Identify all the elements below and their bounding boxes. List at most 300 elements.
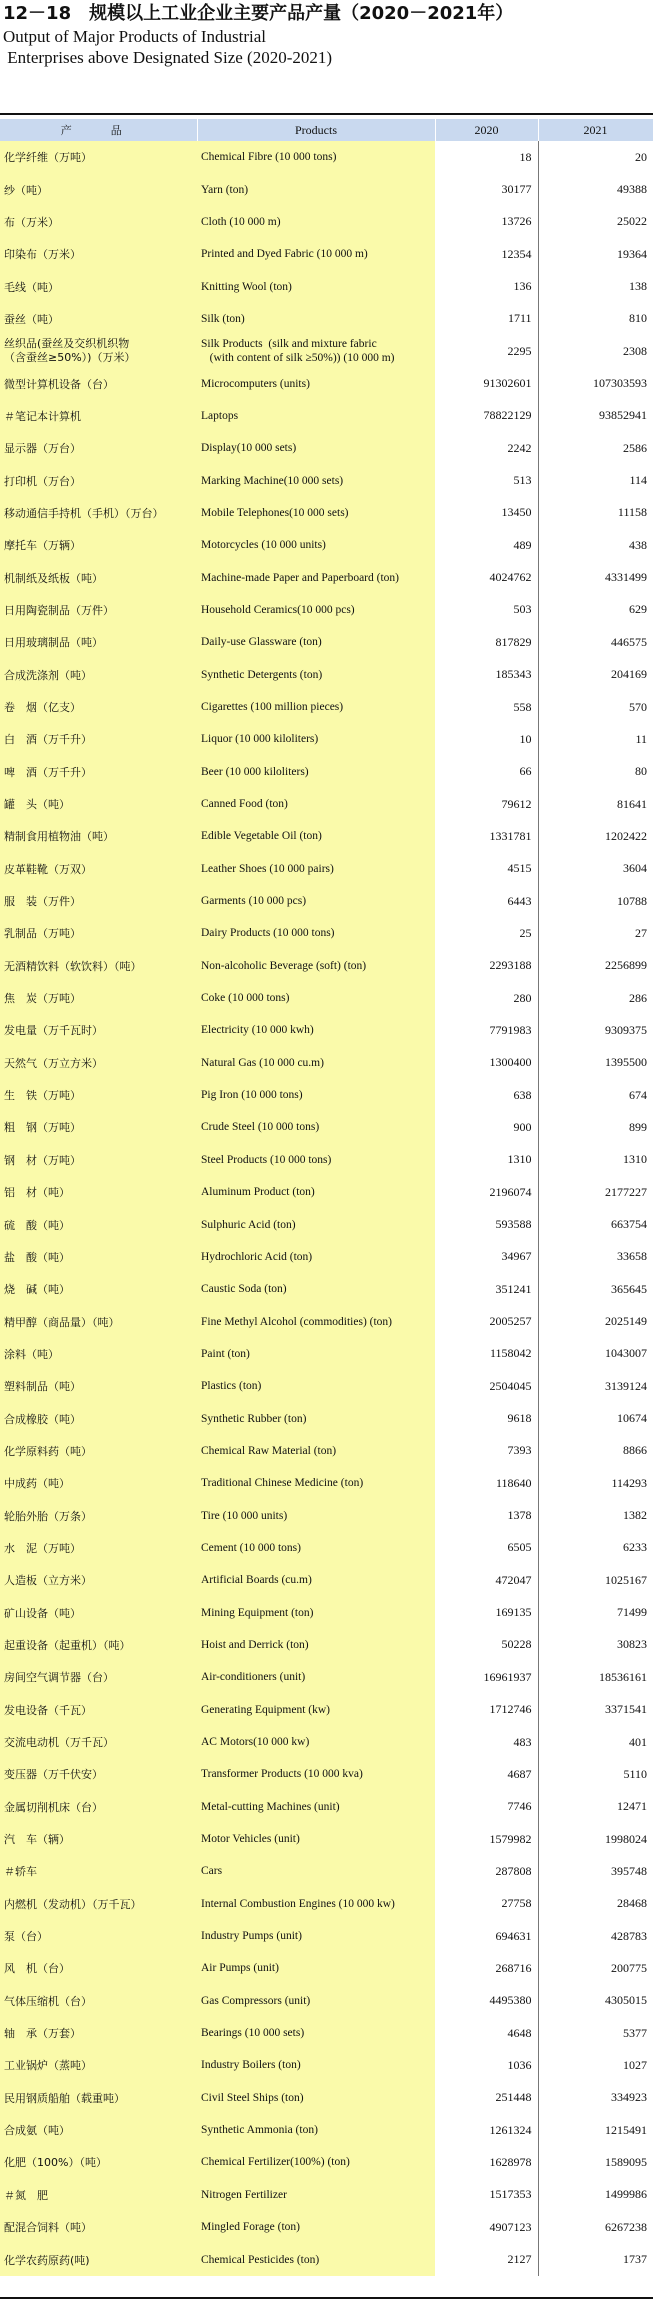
product-name-en: Crude Steel (10 000 tons) [197,1111,435,1143]
value-2020: 251448 [435,2082,538,2114]
value-2021: 446575 [538,626,653,658]
product-name-cn: 显示器（万台） [0,432,197,464]
table-row [0,885,653,917]
value-2020: 1378 [435,1499,538,1531]
value-2020: 1517353 [435,2179,538,2211]
table-row [0,2017,653,2049]
product-name-cn: 水 泥（万吨） [0,1532,197,1564]
value-2020: 483 [435,1726,538,1758]
value-2021: 8866 [538,1435,653,1467]
value-2020: 79612 [435,788,538,820]
product-name-cn: 打印机（万台） [0,464,197,496]
product-name-en: Civil Steel Ships (ton) [197,2082,435,2114]
product-name-cn: 丝织品(蚕丝及交织机织物 （含蚕丝≥50%）)（万米） [0,335,197,367]
value-2020: 900 [435,1111,538,1143]
value-2021: 10788 [538,885,653,917]
product-name-cn: 化肥（100%）（吨） [0,2146,197,2178]
product-name-cn: 泵（台） [0,1920,197,1952]
value-2020: 2295 [435,335,538,367]
value-2020: 472047 [435,1564,538,1596]
product-name-en: Cigarettes (100 million pieces) [197,691,435,723]
product-name-en: Coke (10 000 tons) [197,982,435,1014]
table-row [0,1823,653,1855]
value-2021: 20 [538,141,653,173]
table-row [0,2211,653,2243]
product-name-cn: 气体压缩机（台） [0,1985,197,2017]
table-row [0,982,653,1014]
product-name-cn: 服 装（万件） [0,885,197,917]
product-name-en: Plastics (ton) [197,1370,435,1402]
product-name-cn: 纱（吨） [0,173,197,205]
value-2020: 7393 [435,1435,538,1467]
product-name-en: Caustic Soda (ton) [197,1273,435,1305]
value-2020: 66 [435,756,538,788]
product-name-en: Beer (10 000 kiloliters) [197,756,435,788]
product-name-cn: 矿山设备（吨） [0,1596,197,1628]
table-row [0,1564,653,1596]
product-name-en: Canned Food (ton) [197,788,435,820]
value-2020: 1712746 [435,1694,538,1726]
product-name-cn: 微型计算机设备（台） [0,367,197,399]
product-name-en: Leather Shoes (10 000 pairs) [197,853,435,885]
value-2020: 34967 [435,1241,538,1273]
value-2020: 2127 [435,2243,538,2275]
product-name-en: Edible Vegetable Oil (ton) [197,820,435,852]
table-row [0,2146,653,2178]
value-2021: 27 [538,917,653,949]
value-2021: 1499986 [538,2179,653,2211]
table-row [0,1532,653,1564]
table-body [0,141,653,2276]
value-2021: 570 [538,691,653,723]
product-name-cn: 卷 烟（亿支） [0,691,197,723]
value-2021: 3604 [538,853,653,885]
value-2021: 5377 [538,2017,653,2049]
product-name-cn: 合成氨（吨） [0,2114,197,2146]
value-2020: 6505 [435,1532,538,1564]
value-2020: 1036 [435,2049,538,2081]
product-name-cn: 乳制品（万吨） [0,917,197,949]
product-name-cn: 无酒精饮料（软饮料）（吨） [0,950,197,982]
product-name-cn: 日用玻璃制品（吨） [0,626,197,658]
value-2021: 25022 [538,206,653,238]
value-2021: 1027 [538,2049,653,2081]
value-2021: 365645 [538,1273,653,1305]
value-2020: 2504045 [435,1370,538,1402]
product-name-en: Laptops [197,400,435,432]
table-row [0,270,653,302]
product-name-cn: 皮革鞋靴（万双） [0,853,197,885]
value-2021: 4305015 [538,1985,653,2017]
product-name-en: Hoist and Derrick (ton) [197,1629,435,1661]
table-row [0,400,653,432]
product-name-cn: 发电设备（千瓦） [0,1694,197,1726]
value-2021: 49388 [538,173,653,205]
table-title-english-line2: Enterprises above Designated Size (2020-2021) [3,48,333,67]
product-name-en: Electricity (10 000 kwh) [197,1014,435,1046]
product-name-cn: 白 酒（万千升） [0,723,197,755]
value-2021: 1395500 [538,1047,653,1079]
product-name-en: Tire (10 000 units) [197,1499,435,1531]
table-row [0,2114,653,2146]
product-name-cn: 轮胎外胎（万条） [0,1499,197,1531]
product-name-cn: 配混合饲料（吨） [0,2211,197,2243]
product-name-en: Yarn (ton) [197,173,435,205]
product-name-cn: 合成洗涤剂（吨） [0,659,197,691]
value-2020: 1310 [435,1144,538,1176]
product-name-en: Gas Compressors (unit) [197,1985,435,2017]
value-2021: 5110 [538,1758,653,1790]
value-2021: 33658 [538,1241,653,1273]
value-2021: 395748 [538,1855,653,1887]
product-name-cn: ＃轿车 [0,1855,197,1887]
product-name-en: Cement (10 000 tons) [197,1532,435,1564]
value-2020: 9618 [435,1402,538,1434]
product-name-cn: 交流电动机（万千瓦） [0,1726,197,1758]
header-year-2020: 2020 [435,119,538,141]
table-row [0,303,653,335]
table-row [0,1144,653,1176]
product-name-cn: 化学农药原药(吨) [0,2243,197,2275]
product-name-en: Sulphuric Acid (ton) [197,1208,435,1240]
product-name-en: Non-alcoholic Beverage (soft) (ton) [197,950,435,982]
product-name-en: Transformer Products (10 000 kva) [197,1758,435,1790]
product-name-cn: 精甲醇（商品量）（吨） [0,1305,197,1337]
value-2020: 2005257 [435,1305,538,1337]
value-2021: 114293 [538,1467,653,1499]
table-row [0,723,653,755]
product-name-en: Steel Products (10 000 tons) [197,1144,435,1176]
value-2021: 10674 [538,1402,653,1434]
product-name-cn: 人造板（立方米） [0,1564,197,1596]
product-name-en: Cloth (10 000 m) [197,206,435,238]
table-title-chinese: 12－18 规模以上工业企业主要产品产量（2020－2021年） [3,3,514,24]
value-2021: 1737 [538,2243,653,2275]
value-2020: 1711 [435,303,538,335]
product-name-en: Paint (ton) [197,1338,435,1370]
value-2020: 558 [435,691,538,723]
product-name-en: Printed and Dyed Fabric (10 000 m) [197,238,435,270]
product-name-cn: 化学原料药（吨） [0,1435,197,1467]
product-name-en: Knitting Wool (ton) [197,270,435,302]
product-name-en: Pig Iron (10 000 tons) [197,1079,435,1111]
product-name-en: Generating Equipment (kw) [197,1694,435,1726]
product-name-cn: ＃氮 肥 [0,2179,197,2211]
product-name-cn: 烧 碱（吨） [0,1273,197,1305]
value-2020: 287808 [435,1855,538,1887]
product-name-cn: 粗 钢（万吨） [0,1111,197,1143]
product-name-en: Household Ceramics(10 000 pcs) [197,594,435,626]
value-2020: 12354 [435,238,538,270]
table-row [0,464,653,496]
value-2020: 4495380 [435,1985,538,2017]
table-row [0,659,653,691]
value-2021: 2308 [538,335,653,367]
product-name-cn: 机制纸及纸板（吨） [0,561,197,593]
table-row [0,206,653,238]
table-row [0,1370,653,1402]
value-2020: 4687 [435,1758,538,1790]
product-name-en: Air-conditioners (unit) [197,1661,435,1693]
table-row [0,1338,653,1370]
table-row [0,497,653,529]
value-2021: 11 [538,723,653,755]
table-row [0,2243,653,2275]
value-2021: 1043007 [538,1338,653,1370]
bottom-rule [0,2297,653,2299]
value-2021: 19364 [538,238,653,270]
value-2020: 4907123 [435,2211,538,2243]
product-name-cn: 内燃机（发动机）（万千瓦） [0,1888,197,1920]
value-2020: 2196074 [435,1176,538,1208]
value-2021: 1025167 [538,1564,653,1596]
table-row [0,594,653,626]
table-row [0,1596,653,1628]
value-2021: 2025149 [538,1305,653,1337]
table-row [0,1694,653,1726]
product-name-en: Dairy Products (10 000 tons) [197,917,435,949]
product-name-cn: 化学纤维（万吨） [0,141,197,173]
product-name-cn: 风 机（台） [0,1952,197,1984]
table-row [0,626,653,658]
product-name-en: Mining Equipment (ton) [197,1596,435,1628]
product-name-cn: 钢 材（万吨） [0,1144,197,1176]
value-2021: 107303593 [538,367,653,399]
value-2021: 93852941 [538,400,653,432]
product-name-en: Aluminum Product (ton) [197,1176,435,1208]
product-name-cn: 日用陶瓷制品（万件） [0,594,197,626]
value-2020: 503 [435,594,538,626]
product-name-cn: 轴 承（万套） [0,2017,197,2049]
value-2020: 169135 [435,1596,538,1628]
table-row [0,1047,653,1079]
value-2021: 1215491 [538,2114,653,2146]
table-row [0,1402,653,1434]
table-row [0,1435,653,1467]
value-2021: 204169 [538,659,653,691]
product-name-cn: 布（万米） [0,206,197,238]
table-row [0,853,653,885]
value-2020: 13450 [435,497,538,529]
value-2021: 401 [538,1726,653,1758]
product-name-en: Microcomputers (units) [197,367,435,399]
value-2020: 78822129 [435,400,538,432]
product-name-en: Display(10 000 sets) [197,432,435,464]
value-2021: 81641 [538,788,653,820]
product-name-cn: 毛线（吨） [0,270,197,302]
value-2021: 4331499 [538,561,653,593]
product-name-en: Industry Pumps (unit) [197,1920,435,1952]
table-row [0,2049,653,2081]
product-name-en: Silk Products (silk and mixture fabric (with content of silk ≥50%)) (10 000 m) [197,335,435,367]
value-2020: 118640 [435,1467,538,1499]
product-name-cn: 中成药（吨） [0,1467,197,1499]
value-2020: 4024762 [435,561,538,593]
product-name-en: Motorcycles (10 000 units) [197,529,435,561]
table-row [0,917,653,949]
product-name-cn: 罐 头（吨） [0,788,197,820]
value-2020: 1261324 [435,2114,538,2146]
table-row [0,788,653,820]
table-row [0,141,653,173]
product-name-cn: 起重设备（起重机）（吨） [0,1629,197,1661]
product-name-cn: 工业锅炉（蒸吨） [0,2049,197,2081]
value-2021: 438 [538,529,653,561]
table-row [0,1014,653,1046]
value-2021: 138 [538,270,653,302]
product-name-en: Bearings (10 000 sets) [197,2017,435,2049]
value-2020: 817829 [435,626,538,658]
product-name-en: Silk (ton) [197,303,435,335]
product-name-cn: 民用钢质船舶（载重吨） [0,2082,197,2114]
product-name-cn: 摩托车（万辆） [0,529,197,561]
value-2021: 1998024 [538,1823,653,1855]
table-row [0,950,653,982]
value-2020: 18 [435,141,538,173]
value-2020: 7746 [435,1791,538,1823]
product-name-cn: 硫 酸（吨） [0,1208,197,1240]
value-2021: 334923 [538,2082,653,2114]
value-2020: 4648 [435,2017,538,2049]
product-name-cn: 蚕丝（吨） [0,303,197,335]
title-block [3,2,643,68]
table-row [0,820,653,852]
value-2020: 513 [435,464,538,496]
value-2021: 1310 [538,1144,653,1176]
product-name-en: Machine-made Paper and Paperboard (ton) [197,561,435,593]
products-table [0,119,653,2276]
table-row [0,1661,653,1693]
value-2020: 4515 [435,853,538,885]
table-row [0,1920,653,1952]
header-row [0,119,653,141]
product-name-en: Nitrogen Fertilizer [197,2179,435,2211]
product-name-en: Liquor (10 000 kiloliters) [197,723,435,755]
value-2020: 351241 [435,1273,538,1305]
product-name-en: Air Pumps (unit) [197,1952,435,1984]
product-name-cn: 金属切削机床（台） [0,1791,197,1823]
table-row [0,2179,653,2211]
value-2020: 2242 [435,432,538,464]
product-name-cn: 天然气（万立方米） [0,1047,197,1079]
value-2021: 899 [538,1111,653,1143]
value-2021: 9309375 [538,1014,653,1046]
product-name-en: Mobile Telephones(10 000 sets) [197,497,435,529]
product-name-en: Hydrochloric Acid (ton) [197,1241,435,1273]
table-row [0,1499,653,1531]
value-2021: 12471 [538,1791,653,1823]
value-2021: 30823 [538,1629,653,1661]
value-2021: 3139124 [538,1370,653,1402]
product-name-cn: 焦 炭（万吨） [0,982,197,1014]
product-name-en: Industry Boilers (ton) [197,2049,435,2081]
product-name-cn: 印染布（万米） [0,238,197,270]
value-2021: 28468 [538,1888,653,1920]
table-row [0,367,653,399]
product-name-cn: 铝 材（吨） [0,1176,197,1208]
value-2021: 6233 [538,1532,653,1564]
product-name-en: Traditional Chinese Medicine (ton) [197,1467,435,1499]
value-2020: 185343 [435,659,538,691]
table-row [0,335,653,367]
value-2021: 2256899 [538,950,653,982]
table-row [0,529,653,561]
product-name-cn: 移动通信手持机（手机）（万台） [0,497,197,529]
product-name-en: Artificial Boards (cu.m) [197,1564,435,1596]
header-products-en: Products [197,119,435,141]
top-rule [0,113,653,115]
table-row [0,1888,653,1920]
table-row [0,1305,653,1337]
value-2021: 286 [538,982,653,1014]
product-name-cn: 生 铁（万吨） [0,1079,197,1111]
product-name-en: Garments (10 000 pcs) [197,885,435,917]
value-2020: 489 [435,529,538,561]
product-name-cn: 合成橡胶（吨） [0,1402,197,1434]
product-name-cn: 精制食用植物油（吨） [0,820,197,852]
value-2020: 638 [435,1079,538,1111]
table-row [0,1985,653,2017]
value-2020: 10 [435,723,538,755]
table-row [0,1758,653,1790]
product-name-en: Cars [197,1855,435,1887]
value-2021: 71499 [538,1596,653,1628]
value-2021: 674 [538,1079,653,1111]
product-name-en: Natural Gas (10 000 cu.m) [197,1047,435,1079]
value-2020: 13726 [435,206,538,238]
product-name-cn: 汽 车（辆） [0,1823,197,1855]
value-2020: 6443 [435,885,538,917]
product-name-en: Marking Machine(10 000 sets) [197,464,435,496]
value-2021: 663754 [538,1208,653,1240]
value-2020: 1331781 [435,820,538,852]
product-name-en: Synthetic Ammonia (ton) [197,2114,435,2146]
value-2021: 1382 [538,1499,653,1531]
product-name-en: Fine Methyl Alcohol (commodities) (ton) [197,1305,435,1337]
value-2021: 11158 [538,497,653,529]
table-row [0,1241,653,1273]
value-2020: 50228 [435,1629,538,1661]
product-name-en: Metal-cutting Machines (unit) [197,1791,435,1823]
table-row [0,1079,653,1111]
header-products-cn: 产 品 [0,119,197,141]
value-2021: 114 [538,464,653,496]
product-name-en: Synthetic Rubber (ton) [197,1402,435,1434]
table-title-english-line1: Output of Major Products of Industrial [3,27,266,46]
table-row [0,1629,653,1661]
value-2020: 1579982 [435,1823,538,1855]
table-row [0,756,653,788]
table-row [0,2082,653,2114]
table-row [0,1855,653,1887]
product-name-en: Motor Vehicles (unit) [197,1823,435,1855]
product-name-en: Chemical Raw Material (ton) [197,1435,435,1467]
value-2020: 7791983 [435,1014,538,1046]
value-2021: 629 [538,594,653,626]
value-2020: 280 [435,982,538,1014]
value-2021: 2586 [538,432,653,464]
value-2020: 1628978 [435,2146,538,2178]
table-row [0,1208,653,1240]
header-year-2021: 2021 [538,119,653,141]
product-name-cn: 涂料（吨） [0,1338,197,1370]
product-name-cn: 发电量（万千瓦时） [0,1014,197,1046]
product-name-cn: 变压器（万千伏安） [0,1758,197,1790]
table-row [0,238,653,270]
table-row [0,691,653,723]
value-2020: 268716 [435,1952,538,1984]
product-name-en: Chemical Fertilizer(100%) (ton) [197,2146,435,2178]
